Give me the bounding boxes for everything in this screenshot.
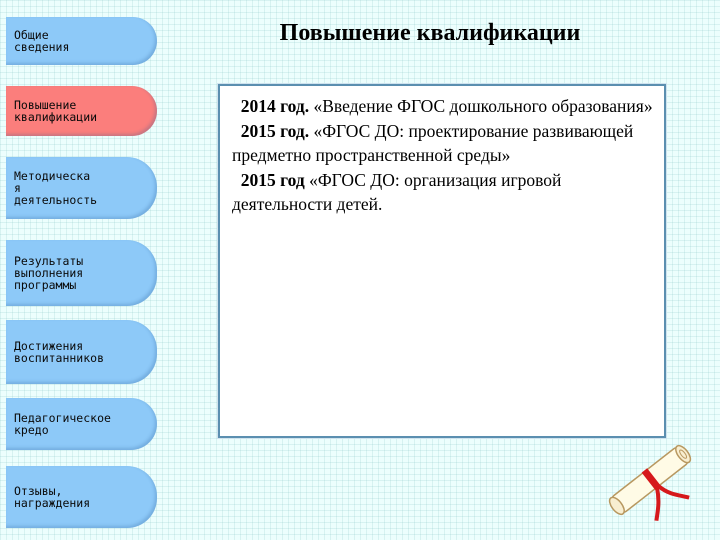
- course-entry: [232, 119, 654, 168]
- course-year: 2015 год.: [240, 120, 310, 141]
- sidebar-item-program-results[interactable]: Результаты выполнения программы: [6, 240, 157, 306]
- course-title: «Введение ФГОС дошкольного образования»: [309, 96, 653, 116]
- sidebar-item-pedagogical-credo[interactable]: Педагогическое кредо: [6, 398, 157, 450]
- sidebar-item-general-info[interactable]: Общие сведения: [6, 17, 157, 65]
- sidebar-item-methodical-activity[interactable]: Методическа я деятельность: [6, 157, 157, 219]
- sidebar-item-qualification[interactable]: Повышение квалификации: [6, 86, 157, 136]
- course-entry: [232, 168, 654, 217]
- sidebar-item-reviews-awards[interactable]: Отзывы, награждения: [6, 466, 157, 528]
- content-box: [218, 84, 666, 438]
- course-entry: [232, 94, 654, 119]
- sidebar-item-pupil-achievements[interactable]: Достижения воспитанников: [6, 320, 157, 384]
- sidebar-nav: [0, 0, 160, 540]
- course-title: «ФГОС ДО: проектирование развивающей предметно пространственной среды»: [232, 120, 634, 165]
- course-title: «ФГОС ДО: организация игровой деятельности детей.: [232, 169, 562, 214]
- course-year: 2015 год: [240, 169, 305, 190]
- diploma-scroll-icon: [600, 430, 700, 530]
- course-year: 2014 год.: [240, 96, 310, 116]
- page-title: Повышение квалификации: [279, 20, 581, 46]
